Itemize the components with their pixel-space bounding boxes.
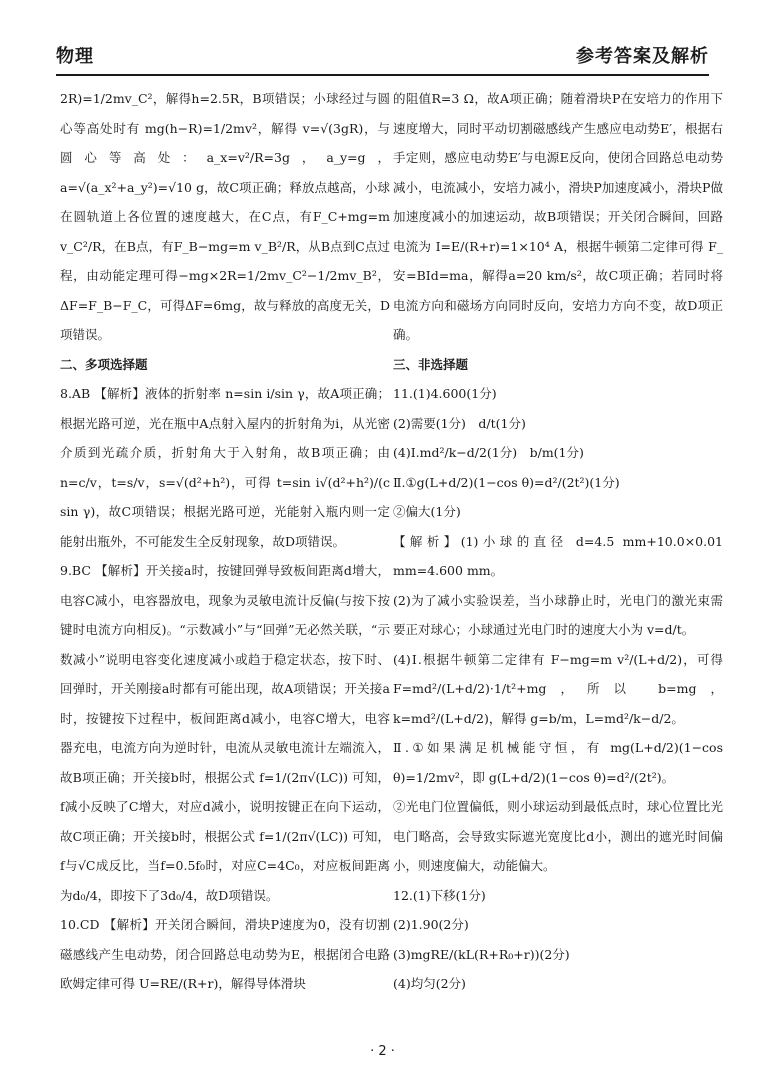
paragraph: (2)1.90(2分): [393, 917, 469, 932]
section-heading: 三、非选择题: [393, 356, 469, 372]
paragraph: 8.AB 【解析】液体的折射率 n=sin i/sin γ，故A项正确；根据光路可逆，光在瓶中A点射入屋内的折射角为i，从光密介质到光疏介质，折射角大于入射角，故B项正确；由 n=c/v，t=s/v，s=√(d²+h²)，可得 t=sin i√(d²+h²)/(c sin γ)，故C项错误；根据光路可逆，光能射入瓶内则一定能射出瓶外，不可能发生全反射现象，故D项错误。: [60, 386, 390, 549]
section-heading: 二、多项选择题: [60, 356, 148, 372]
header-rule: [56, 74, 709, 76]
page-number: · 2 ·: [370, 1044, 395, 1059]
paragraph: (3)mgRE/(kL(R+R₀+r))(2分): [393, 946, 570, 962]
paragraph: (2)需要(1分) d/t(1分): [393, 415, 526, 431]
page-header: [56, 38, 709, 68]
paragraph: Ⅱ.①如果满足机械能守恒，有 mg(L+d/2)(1−cos θ)=1/2mv²，即 g(L+d/2)(1−cos θ)=d²/(2t²)。: [393, 740, 723, 785]
paragraph: 12.(1)下移(1分): [393, 887, 486, 903]
paragraph: ②偏大(1分): [393, 504, 461, 519]
paragraph: 【解析】(1)小球的直径 d=4.5 mm+10.0×0.01 mm=4.600 mm。: [393, 533, 723, 578]
paragraph: 11.(1)4.600(1分): [393, 386, 497, 401]
header-title: 参考答案及解析: [576, 46, 709, 67]
paragraph: (4)均匀(2分): [393, 976, 466, 991]
paragraph: (2)为了减小实验误差，当小球静止时，光电门的激光束需要正对球心；小球通过光电门时的速度大小为 v=d/t。: [393, 592, 723, 637]
paragraph: 10.CD 【解析】开关闭合瞬间，滑块P速度为0，没有切割磁感线产生电动势，闭合回路总电动势为E，根据闭合电路欧姆定律可得 U=RE/(R+r)，解得导体滑块: [60, 917, 390, 991]
paragraph: Ⅱ.①g(L+d/2)(1−cos θ)=d²/(2t²)(1分): [393, 474, 620, 490]
subject-label: 物理: [56, 46, 94, 67]
paragraph: (4)Ⅰ.md²/k−d/2(1分) b/m(1分): [393, 445, 584, 460]
paragraph: ②光电门位置偏低，则小球运动到最低点时，球心位置比光电门略高，会导致实际遮光宽度比d小，测出的遮光时间偏小，则速度偏大，动能偏大。: [393, 799, 723, 873]
paragraph: 2R)=1/2mv_C²，解得h=2.5R，B项错误；小球经过与圆心等高处时有 mg(h−R)=1/2mv²，解得 v=√(3gR)，与圆心等高处：a_x=v²/R=3g，a_y=g，a=√(a_x²+a_y²)=√10 g，故C项正确；释放点越高，小球在圆轨道上各位置的速度越大，在C点，有F_C+mg=m v_C²/R，在B点，有F_B−mg=m v_B²/R，从B点到C点过程，由动能定理可得−mg×2R=1/2mv_C²−1/2mv_B²，ΔF=F_B−F_C，可得ΔF=6mg，故与释放的高度无关，D项错误。: [60, 91, 390, 342]
paragraph: 9.BC 【解析】开关接a时，按键回弹导致板间距离d增大，电容C减小，电容器放电，现象为灵敏电流计反偏(与按下按键时电流方向相反)。“示数减小”与“回弹”无必然关联，“示数减小”说明电容变化速度减小或趋于稳定状态，按下时、回弹时，开关刚接a时都有可能出现，故A项错误；开关接a时，按键按下过程中，板间距离d减小，电容C增大，电容器充电，电流方向为逆时针，电流从灵敏电流计左端流入，故B项正确；开关接b时，根据公式 f=1/(2π√(LC)) 可知，f减小反映了C增大，对应d减小，说明按键正在向下运动，故C项正确；开关接b时，根据公式 f=1/(2π√(LC)) 可知，f与√C成反比，当f=0.5f₀时，对应C=4C₀，对应板间距离为d₀/4，即按下了3d₀/4，故D项错误。: [60, 563, 390, 903]
left-column: [60, 84, 390, 1034]
right-column: [393, 84, 723, 1034]
paragraph: (4)Ⅰ.根据牛顿第二定律有 F−mg=m v²/(L+d/2)，可得 F=md²/(L+d/2)·1/t²+mg，所以 b=mg，k=md²/(L+d/2)，解得 g=b/m，L=md²/k−d/2。: [393, 651, 723, 726]
paragraph: 的阻值R=3 Ω，故A项正确；随着滑块P在安培力的作用下速度增大，同时平动切割磁感线产生感应电动势E′，根据右手定则，感应电动势E′与电源E反向，使闭合回路总电动势减小，电流减小，安培力减小，滑块P加速度减小，滑块P做加速度减小的加速运动，故B项错误；开关闭合瞬间，回路电流为 I=E/(R+r)=1×10⁴ A，根据牛顿第二定律可得 F_安=BId=ma，解得a=20 km/s²，故C项正确；若同时将电流方向和磁场方向同时反向，安培力方向不变，故D项正确。: [393, 91, 723, 342]
